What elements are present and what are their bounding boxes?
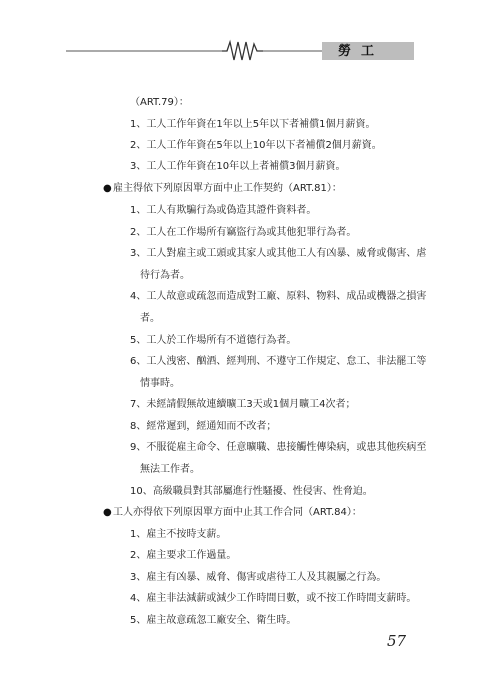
- list-item: （ART.79）：: [130, 97, 189, 108]
- list-item: 1、工人工作年資在1年以上5年以下者補償1個月薪資。: [130, 119, 376, 130]
- list-item: 9、不服從雇主命令、任意曠職、患接觸性傳染病，或患其他疾病至: [130, 442, 427, 453]
- list-item: 5、雇主故意疏忽工廠安全、衛生時。: [130, 615, 297, 626]
- list-item: 6、工人洩密、酗酒、經判刑、不遵守工作規定、怠工、非法罷工等: [130, 356, 427, 367]
- list-item: 8、經常遲到，經通知而不改者；: [130, 421, 277, 432]
- list-item: 1、雇主不按時支薪。: [130, 529, 227, 540]
- list-item: 4、工人故意或疏忽而造成對工廠、原料、物料、成品或機器之損害: [130, 291, 427, 302]
- bullet-heading: 工人亦得依下列原因單方面中止其工作合同（ART.84）：: [113, 507, 362, 518]
- bullet-heading: 雇主得依下列原因單方面中止工作契約（ART.81）：: [113, 183, 342, 194]
- list-item: 者。: [140, 313, 160, 324]
- section-title: 勞工: [338, 44, 385, 59]
- list-item: 3、雇主有凶暴、威脅、傷害或虐待工人及其親屬之行為。: [130, 572, 387, 583]
- list-item: 3、工人對雇主或工頭或其家人或其他工人有凶暴、威脅或傷害、虐: [130, 248, 427, 259]
- list-item: 無法工作者。: [140, 464, 200, 475]
- list-item: 2、工人工作年資在5年以上10年以下者補償2個月薪資。: [130, 140, 382, 151]
- page-header: [0, 36, 480, 64]
- list-item: 10、高級職員對其部屬進行性騷擾、性侵害、性脅迫。: [130, 486, 373, 497]
- list-item: 2、工人在工作場所有竊盜行為或其他犯罪行為者。: [130, 227, 357, 238]
- page-number: 57: [387, 632, 407, 650]
- list-item: 5、工人於工作場所有不道德行為者。: [130, 335, 297, 346]
- list-item: 7、未經請假無故連續曠工3天或1個月曠工4次者；: [130, 399, 356, 410]
- header-heartbeat-line-icon: [0, 36, 480, 64]
- list-item: 4、雇主非法減薪或減少工作時間日數，或不按工作時間支薪時。: [130, 593, 417, 604]
- list-item: 情事時。: [140, 378, 180, 389]
- list-item: 1、工人有欺騙行為或偽造其證件資料者。: [130, 205, 317, 216]
- list-item: 待行為者。: [140, 270, 190, 281]
- bullet-icon: ●: [103, 507, 112, 518]
- list-item: 3、工人工作年資在10年以上者補償3個月薪資。: [130, 161, 346, 172]
- list-item: 2、雇主要求工作過量。: [130, 550, 237, 561]
- bullet-icon: ●: [103, 183, 112, 194]
